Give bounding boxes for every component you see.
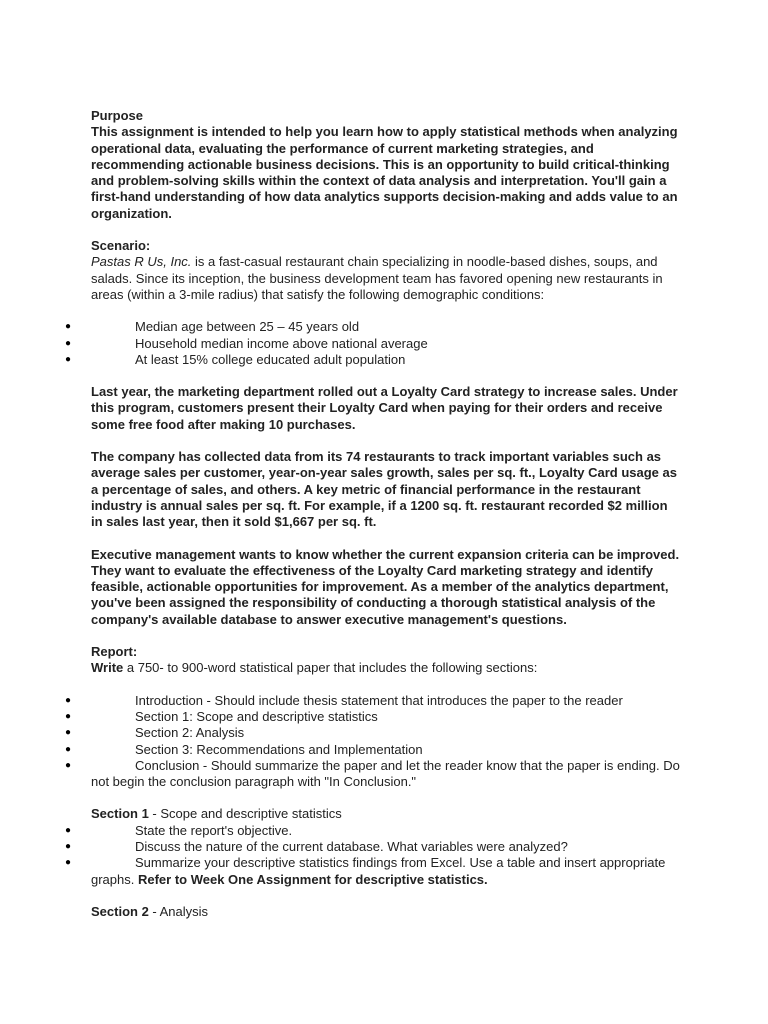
list-item: ● Household median income above national average — [65, 335, 428, 351]
list-item: ● Section 2: Analysis — [65, 725, 245, 741]
list-item: ● Section 3: Recommendations and Implementation — [65, 741, 423, 757]
list-item: ● State the report's objective. — [65, 822, 293, 838]
bullet-icon: ● — [65, 857, 72, 869]
data-paragraph: The company has collected data from its 74 restaurants to track important variables such as average sales per customer, year-on-year sales growth, sales per sq. ft., Loyalty Card usage as a percentage of sales, and others. A key metric of financial performance in the restaurant industry is annual sales per sq. ft. For example, if a 1200 sq. ft. restaurant recorded $2 million in sales last year, then it sold $1,667 per sq. ft. — [91, 449, 677, 530]
loyalty-paragraph: Last year, the marketing department rolled out a Loyalty Card strategy to increase sales. Under this program, customers present their Loyalty Card when paying for their orders and receive some free food after making 10 purchases. — [91, 384, 678, 432]
report-heading: Report: — [91, 644, 138, 660]
purpose-heading: Purpose — [91, 108, 144, 123]
document-page — [65, 108, 681, 920]
bullet-icon: ● — [65, 759, 72, 771]
bullet-icon: ● — [65, 353, 72, 365]
report-instructions: Write a 750- to 900-word statistical paper that includes the following sections: — [91, 660, 538, 676]
company-name: Pastas R Us, Inc. — [91, 254, 192, 270]
bullet-icon: ● — [65, 694, 72, 706]
list-item: ● Conclusion - Should summarize the paper and let the reader know that the paper is ending. Do not begin the conclusion paragraph with "In Conclusion." — [65, 757, 680, 790]
bullet-icon: ● — [65, 321, 72, 333]
bullet-icon: ● — [65, 727, 72, 739]
list-item: ● Summarize your descriptive statistics findings from Excel. Use a table and insert appropriate graphs. Refer to Week One Assignment for descriptive statistics. — [65, 855, 666, 887]
demographic-conditions-list — [65, 319, 681, 368]
list-item: ● At least 15% college educated adult population — [65, 351, 406, 367]
write-label: Write — [91, 660, 124, 676]
executive-paragraph: Executive management wants to know whether the current expansion criteria can be improved. They want to evaluate the effectiveness of the Loyalty Card marketing strategy and identify feasible, actionable opportunities for improvement. As a member of the analytics department, you've been assigned the responsibility of conducting a thorough statistical analysis of the company's available database to answer executive management's questions. — [91, 546, 680, 627]
section2-heading: Section 2 - Analysis — [91, 903, 209, 919]
purpose-body: This assignment is intended to help you learn how to apply statistical methods when analyzing operational data, evaluating the performance of current marketing strategies, and recommending actionable business decisions. This is an opportunity to build critical-thinking and problem-solving skills within the context of data analysis and interpretation. You'll gain a first-hand understanding of how data analytics supports decision-making and adds value to an organization. — [91, 124, 678, 221]
bullet-icon: ● — [65, 710, 72, 722]
report-sections-list — [65, 692, 681, 791]
list-item: ● Discuss the nature of the current database. What variables were analyzed? — [65, 838, 568, 854]
scenario-heading: Scenario: — [91, 238, 151, 254]
list-item: ● Median age between 25 – 45 years old — [65, 319, 360, 335]
scenario-body — [91, 254, 681, 303]
bullet-icon: ● — [65, 824, 72, 836]
list-item: ● Section 1: Scope and descriptive statistics — [65, 708, 378, 724]
scenario-text: is a fast-casual restaurant chain specializing in noodle-based dishes, soups, and salads. Since its inception, the business development team has favored opening new restaurants in areas (within a 3-mile radius) that satisfy the following demographic conditions: — [91, 254, 663, 302]
section1-heading: Section 1 - Scope and descriptive statistics — [91, 806, 342, 822]
bullet-icon: ● — [65, 743, 72, 755]
bullet-icon: ● — [65, 337, 72, 349]
section1-list — [65, 822, 681, 888]
bullet-icon: ● — [65, 840, 72, 852]
list-item: ● Introduction - Should include thesis statement that introduces the paper to the reader — [65, 692, 623, 708]
